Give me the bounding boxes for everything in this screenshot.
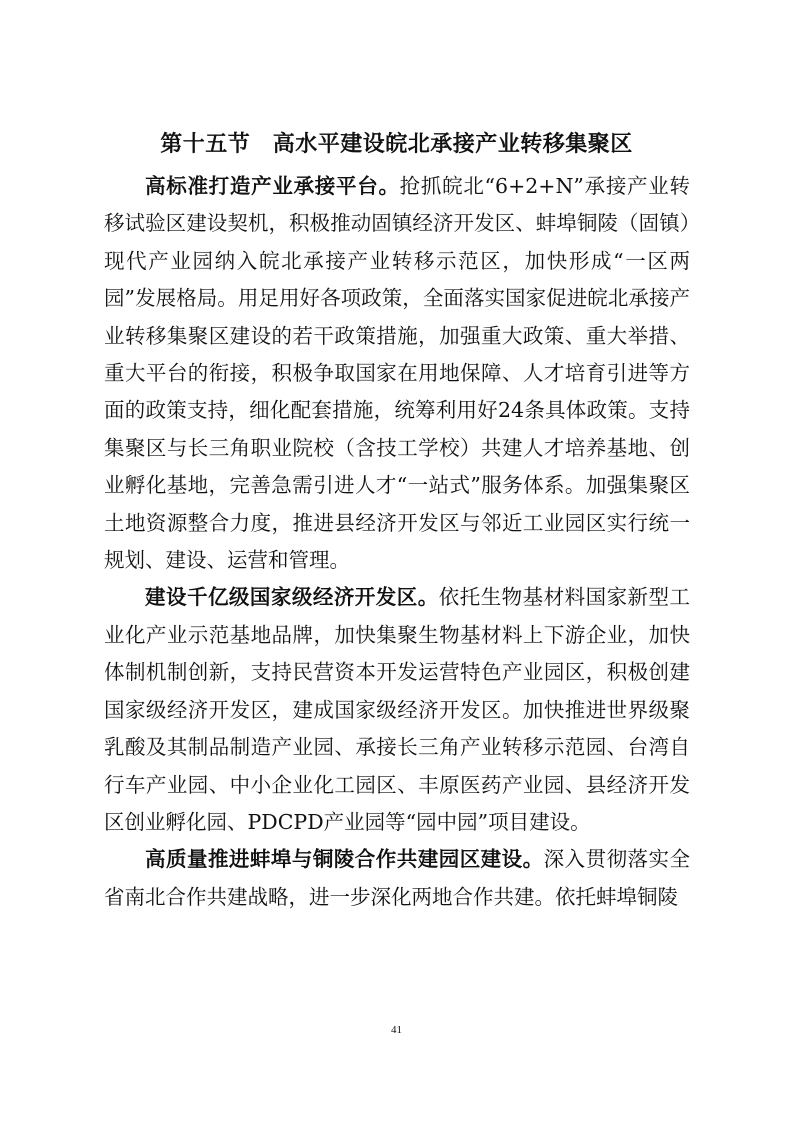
- paragraph-text: 抢抓皖北“6+2+N”承接产业转移试验区建设契机，积极推动固镇经济开发区、蚌埠铜陵（固镇）现代产业园纳入皖北承接产业转移示范区，加快形成“一区两园”发展格局。用足用好各项政策，全面落实国家促进皖北承接产业转移集聚区建设的若干政策措施，加强重大政策、重大举措、重大平台的衔接，积极争取国家在用地保障、人才培育引进等方面的政策支持，细化配套措施，统筹利用好24条具体政策。支持集聚区与长三角职业院校（含技工学校）共建人才培养基地、创业孵化基地，完善急需引进人才“一站式”服务体系。加强集聚区土地资源整合力度，推进县经济开发区与邻近工业园区实行统一规划、建设、运营和管理。: [104, 174, 691, 573]
- paragraph-text: 深入贯彻落实全省南北合作共建战略，进一步深化两地合作共建。依托蚌埠铜陵: [104, 847, 691, 909]
- paragraph-lead: 高标准打造产业承接平台。: [145, 174, 400, 198]
- paragraph-lead: 建设千亿级国家级经济开发区。: [145, 585, 439, 610]
- paragraph: [104, 579, 690, 841]
- paragraph: [104, 841, 690, 916]
- document-body: [104, 168, 690, 916]
- section-title: 第十五节 高水平建设皖北承接产业转移集聚区: [160, 131, 633, 157]
- paragraph: [104, 168, 690, 579]
- page-number: 41: [391, 1024, 402, 1036]
- paragraph-lead: 高质量推进蚌埠与铜陵合作共建园区建设。: [145, 847, 544, 872]
- paragraph-text: 依托生物基材料国家新型工业化产业示范基地品牌，加快集聚生物基材料上下游企业，加快体制机制创新，支持民营资本开发运营特色产业园区，积极创建国家级经济开发区，建成国家级经济开发区。加快推进世界级聚乳酸及其制品制造产业园、承接长三角产业转移示范园、台湾自行车产业园、中小企业化工园区、丰原医药产业园、县经济开发区创业孵化园、PDCPD产业园等“园中园”项目建设。: [104, 585, 691, 834]
